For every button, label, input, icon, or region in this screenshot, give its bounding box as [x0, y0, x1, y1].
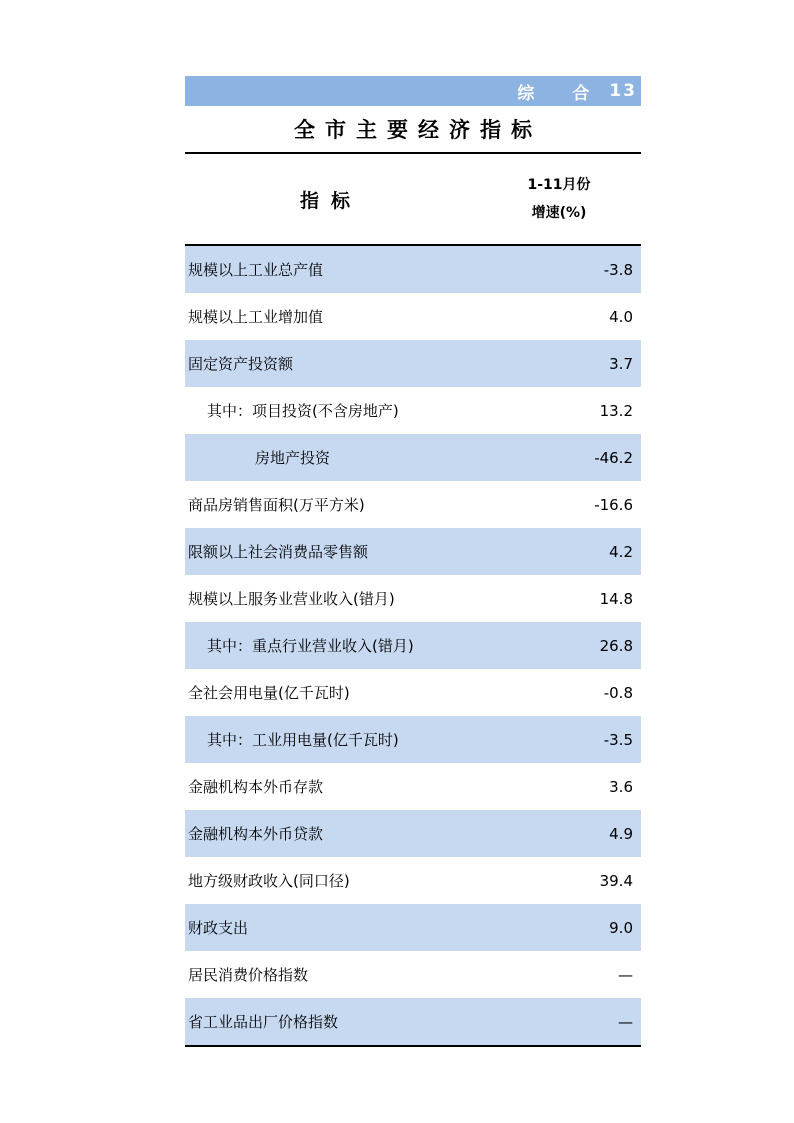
page-number: 13 — [609, 81, 637, 101]
row-indicator: 限额以上社会消费品零售额 — [188, 543, 369, 561]
row-value: -3.8 — [603, 260, 633, 279]
row-indicator: 金融机构本外币贷款 — [188, 825, 324, 843]
row-indicator: 固定资产投资额 — [188, 355, 294, 373]
row-indicator: 规模以上服务业营业收入(错月) — [188, 590, 395, 608]
row-indicator: 规模以上工业增加值 — [188, 308, 324, 326]
table-row — [185, 669, 641, 716]
table-bottom-rule — [185, 1045, 641, 1047]
page-title: 全市主要经济指标 — [185, 106, 641, 154]
value-header-unit: 增速(%) — [531, 205, 587, 221]
row-value: -16.6 — [594, 495, 633, 514]
row-indicator: 房地产投资 — [255, 449, 331, 467]
row-indicator: 金融机构本外币存款 — [188, 778, 324, 796]
row-value: 26.8 — [599, 636, 633, 655]
indicator-sheet — [185, 76, 641, 1047]
row-indicator: 省工业品出厂价格指数 — [188, 1013, 339, 1031]
row-indicator: 财政支出 — [188, 919, 249, 937]
row-indicator: 商品房销售面积(万平方米) — [188, 496, 365, 514]
table-row — [185, 575, 641, 622]
table-row — [185, 998, 641, 1045]
row-value: — — [618, 1012, 633, 1031]
row-value: -46.2 — [594, 448, 633, 467]
row-indicator: 规模以上工业总产值 — [188, 261, 324, 279]
value-column-header — [477, 154, 641, 244]
table-row — [185, 246, 641, 293]
value-header-period: 1-11月份 — [527, 177, 591, 193]
table-row — [185, 340, 641, 387]
row-indicator: 其中：工业用电量(亿千瓦时) — [207, 731, 399, 749]
table-row — [185, 622, 641, 669]
row-value: 4.0 — [609, 307, 633, 326]
table-row — [185, 434, 641, 481]
table-row — [185, 904, 641, 951]
row-value: 14.8 — [599, 589, 633, 608]
row-indicator: 居民消费价格指数 — [188, 966, 309, 984]
table-header — [185, 154, 641, 246]
row-value: 13.2 — [599, 401, 633, 420]
indicator-column-header: 指标 — [299, 189, 362, 212]
section-label: 综 合 — [517, 83, 606, 104]
row-value: 4.9 — [609, 824, 633, 843]
row-value: 3.7 — [609, 354, 633, 373]
table-row — [185, 810, 641, 857]
row-indicator: 全社会用电量(亿千瓦时) — [188, 684, 350, 702]
table-row — [185, 951, 641, 998]
row-indicator: 地方级财政收入(同口径) — [188, 872, 350, 890]
section-tag-bar — [185, 76, 641, 106]
row-value: 4.2 — [609, 542, 633, 561]
row-value: 9.0 — [609, 918, 633, 937]
table-row — [185, 857, 641, 904]
table-row — [185, 481, 641, 528]
row-value: 39.4 — [599, 871, 633, 890]
table-row — [185, 293, 641, 340]
table-row — [185, 528, 641, 575]
row-value: — — [618, 965, 633, 984]
table-row — [185, 763, 641, 810]
table-row — [185, 716, 641, 763]
row-value: -3.5 — [603, 730, 633, 749]
row-value: -0.8 — [603, 683, 633, 702]
row-value: 3.6 — [609, 777, 633, 796]
row-indicator: 其中：项目投资(不含房地产) — [207, 402, 399, 420]
row-indicator: 其中：重点行业营业收入(错月) — [207, 637, 414, 655]
table-row — [185, 387, 641, 434]
